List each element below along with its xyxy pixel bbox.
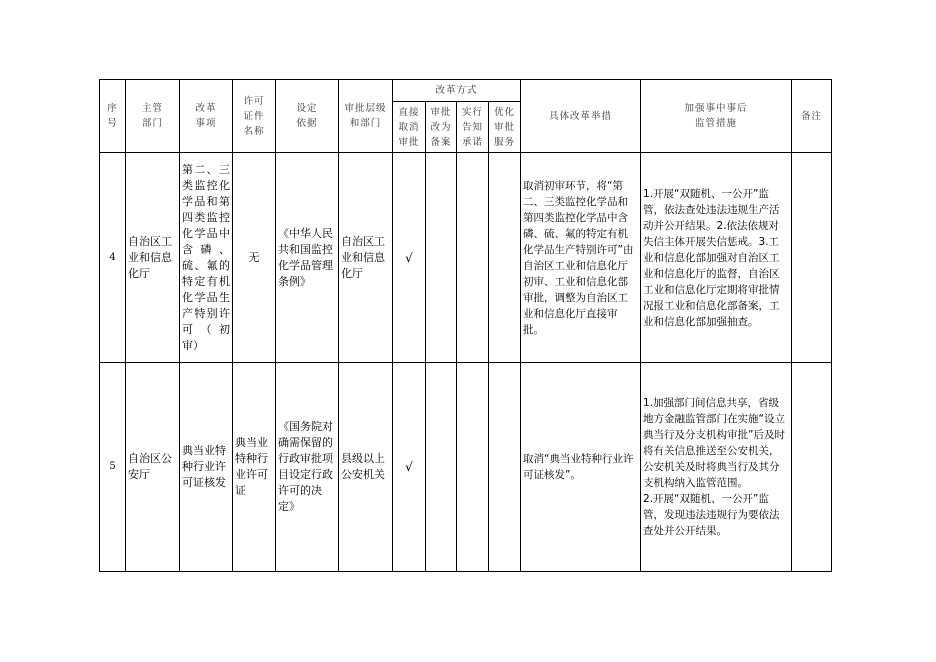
header-supervision: 加强事中事后 监管措施	[641, 80, 792, 153]
row-supervision: 1.加强部门间信息共享，省级地方金融监管部门在实施“设立典当行及分支机构审批”后及时将有关信息推送至公安机关，公安机关及时将典当行及其分支机构纳入监管范围。 2.开展“双随机、一公开”监管，发现违法违规行为要依法查处并公开结果。	[641, 363, 792, 572]
row-remarks	[792, 153, 832, 363]
row-dept: 自治区公安厅	[126, 363, 180, 572]
row-mode-cancel: √	[393, 363, 426, 572]
header-seq: 序 号	[100, 80, 126, 153]
header-measures: 具体改革举措	[521, 80, 641, 153]
header-mode-cancel: 直接 取消 审批	[393, 102, 426, 153]
row-measures: 取消初审环节，将“第二、三类监控化学品和第四类监控化学品中含磷、硫、氟的特定有机化学品生产特别许可”由自治区工业和信息化厅初审、工业和信息化部审批，调整为自治区工业和信息化厅直接审批。	[521, 153, 641, 363]
header-license: 许可 证件 名称	[233, 80, 276, 153]
row-dept: 自治区工业和信息化厅	[126, 153, 180, 363]
header-level: 审批层级 和部门	[339, 80, 393, 153]
header-mode-filing: 审批 改为 备案	[426, 102, 457, 153]
row-level: 自治区工业和信息化厅	[339, 153, 393, 363]
reform-table	[99, 79, 832, 572]
row-level: 县级以上公安机关	[339, 363, 393, 572]
header-row-1	[100, 80, 832, 102]
header-remarks: 备注	[792, 80, 832, 153]
row-measures: 取消“典当业特种行业许可证核发”。	[521, 363, 641, 572]
row-mode-filing	[426, 153, 457, 363]
row-item: 第二、三类监控化学品和第四类监控化学品中含磷、硫、氟的特定有机化学品生产特别许可（初审）	[180, 153, 233, 363]
row-item: 典当业特种行业许可证核发	[180, 363, 233, 572]
row-mode-filing	[426, 363, 457, 572]
row-mode-optimize	[489, 363, 521, 572]
table-row	[100, 363, 832, 572]
row-mode-optimize	[489, 153, 521, 363]
row-supervision: 1.开展“双随机、一公开”监管，依法查处违法违规生产活动并公开结果。2.依法依规对失信主体开展失信惩戒。3.工业和信息化部加强对自治区工业和信息化厅的监督，自治区工业和信息化厅定期将审批情况报工业和信息化部备案，工业和信息化部加强抽查。	[641, 153, 792, 363]
header-mode-notify: 实行 告知 承诺	[457, 102, 489, 153]
row-mode-cancel: √	[393, 153, 426, 363]
header-basis: 设定 依据	[276, 80, 339, 153]
header-item: 改革 事项	[180, 80, 233, 153]
row-mode-notify	[457, 153, 489, 363]
header-reform-mode: 改革方式	[393, 80, 521, 102]
header-mode-optimize: 优化 审批 服务	[489, 102, 521, 153]
row-basis: 《国务院对确需保留的行政审批项目设定行政许可的决定》	[276, 363, 339, 572]
row-mode-notify	[457, 363, 489, 572]
table-row	[100, 153, 832, 363]
header-dept: 主管 部门	[126, 80, 180, 153]
row-seq: 4	[100, 153, 126, 363]
row-basis: 《中华人民共和国监控化学品管理条例》	[276, 153, 339, 363]
row-seq: 5	[100, 363, 126, 572]
row-license: 无	[233, 153, 276, 363]
row-remarks	[792, 363, 832, 572]
row-license: 典当业特种行业许可证	[233, 363, 276, 572]
